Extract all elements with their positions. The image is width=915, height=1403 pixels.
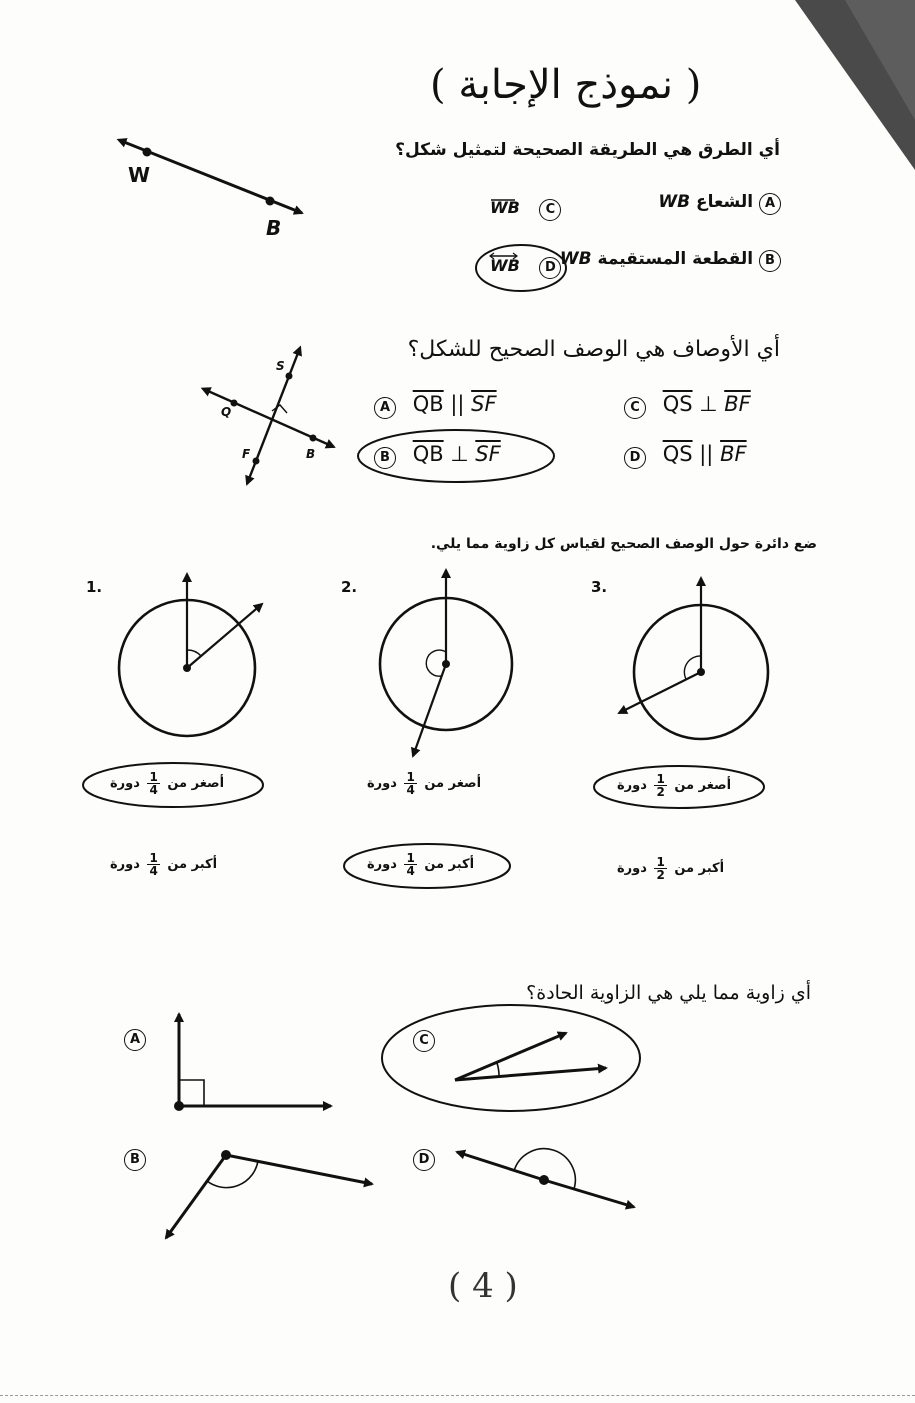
option-letter: D: [539, 257, 561, 279]
q4-option-a[interactable]: A: [124, 1028, 146, 1051]
q4-option-b[interactable]: B: [124, 1148, 146, 1171]
angle-figure-1: [119, 574, 262, 736]
page-number: ( 4 ): [448, 1266, 518, 1306]
page-bottom-edge: [0, 1395, 915, 1396]
angle-figure-2: [380, 570, 512, 756]
option-letter: B: [374, 447, 396, 469]
q1-label-w: W: [128, 163, 151, 187]
q3-item-2-bigger[interactable]: أكبر من $\frac{1}{4}$ دورة: [367, 851, 475, 878]
q3-item-3-number: 3.: [591, 578, 608, 596]
q1-line-figure: [124, 142, 302, 213]
q2-option-a[interactable]: A $\overline{QB}$ || $\overline{SF}$: [374, 392, 497, 419]
q3-item-3-bigger[interactable]: أكبر من $\frac{1}{2}$ دورة: [617, 855, 725, 882]
option-letter: C: [539, 199, 561, 221]
option-letter: A: [759, 193, 781, 215]
q2-option-c[interactable]: C $\overline{QS}$ ⊥ $\overline{BF}$: [624, 392, 751, 419]
q2-label-f: F: [242, 447, 251, 461]
q1-option-c[interactable]: WB C: [490, 198, 561, 221]
q2-question: أي الأوصاف هي الوصف الصحيح للشكل؟: [407, 337, 780, 362]
angle-option-b: [166, 1150, 372, 1238]
q2-label-s: S: [276, 359, 285, 373]
q2-option-d[interactable]: D $\overline{QS}$ || $\overline{BF}$: [624, 442, 747, 469]
q4-question: أي زاوية مما يلي هي الزاوية الحادة؟: [526, 982, 811, 1004]
q2-label-b: B: [306, 447, 316, 461]
q2-label-q: Q: [221, 405, 232, 419]
q3-item-1-number: 1.: [86, 578, 103, 596]
angle-figure-3: [619, 578, 768, 739]
q4-answer-circle: [382, 1005, 640, 1111]
q3-item-1-bigger[interactable]: أكبر من $\frac{1}{4}$ دورة: [110, 851, 218, 878]
option-letter: D: [624, 447, 646, 469]
angle-option-d: [457, 1149, 634, 1207]
option-letter: B: [759, 250, 781, 272]
option-letter: A: [374, 397, 396, 419]
q3-item-1-smaller[interactable]: أصغر من $\frac{1}{4}$ دورة: [110, 770, 225, 797]
q3-item-2-smaller[interactable]: أصغر من $\frac{1}{4}$ دورة: [367, 770, 482, 797]
angle-option-c: [455, 1033, 606, 1080]
handwritten-title: ( نموذج الإجابة ): [430, 62, 702, 108]
option-letter: C: [624, 397, 646, 419]
q3-instruction: ضع دائرة حول الوصف الصحيح لقياس كل زاوية مما يلي.: [430, 536, 817, 552]
q4-option-c[interactable]: C: [413, 1029, 435, 1052]
q1-option-a[interactable]: A الشعاع WB: [658, 192, 781, 215]
q3-item-3-smaller[interactable]: أصغر من $\frac{1}{2}$ دورة: [617, 772, 732, 799]
q1-option-d[interactable]: WB D: [490, 256, 561, 279]
q2-option-b[interactable]: B $\overline{QB}$ ⊥ $\overline{SF}$: [374, 442, 501, 469]
q1-label-b: B: [266, 216, 282, 240]
q4-option-d[interactable]: D: [413, 1148, 435, 1171]
q1-option-b[interactable]: B القطعة المستقيمة WB: [560, 249, 781, 272]
q1-question: أي الطرق هي الطريقة الصحيحة لتمثيل شكل؟: [395, 140, 780, 160]
angle-option-a: [174, 1014, 331, 1111]
q3-item-2-number: 2.: [341, 578, 358, 596]
